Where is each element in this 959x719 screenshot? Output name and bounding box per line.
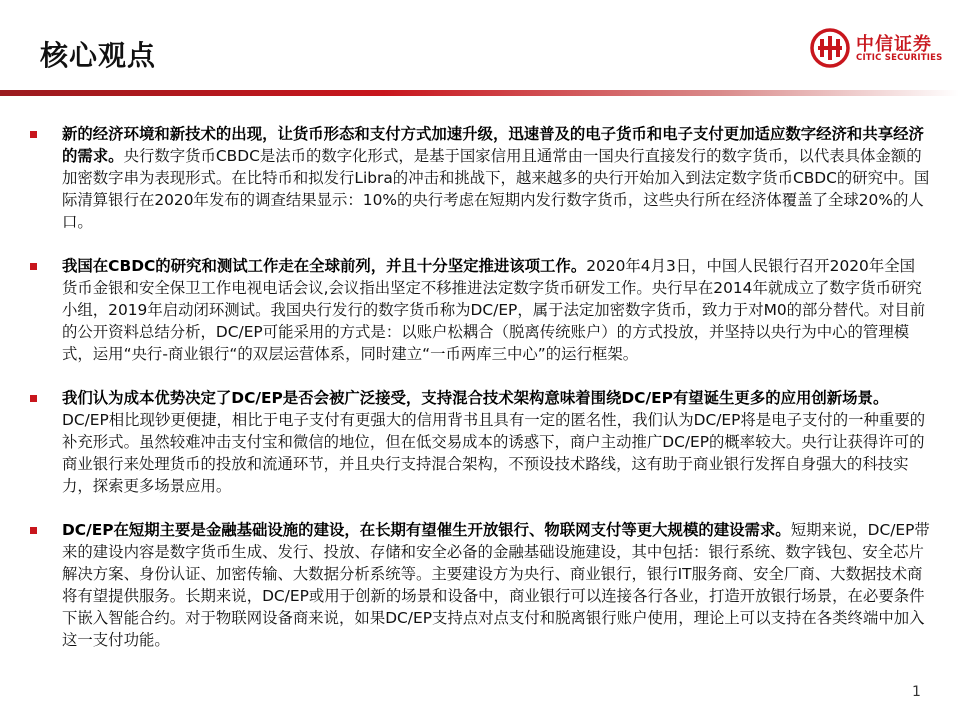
key-point-body: 短期来说，DC/EP带来的建设内容是数字货币生成、发行、投放、存储和安全必备的金融基础设施建设，其中包括：银行系统、数字钱包、安全芯片解决方案、身份认证、加密传输、大数据分析系统等。主要建设方为央行、商业银行，银行IT服务商、安全厂商、大数据技术商将有望提供服务。长期来说，DC/EP或用于创新的场景和设备中，商业银行可以连接各行各业，打造开放银行场景，在必要条件下嵌入智能合约。对于物联网设备商来说，如果DC/EP支持点对点支付和脱离银行账户使用，理论上可以支持在各类终端中加入这一支付功能。 xyxy=(62,521,930,649)
key-point-heading: DC/EP在短期主要是金融基础设施的建设，在长期有望催生开放银行、物联网支付等更大规模的建设需求。 xyxy=(62,521,791,539)
bullet-square-icon xyxy=(30,131,37,138)
header-divider xyxy=(0,90,959,96)
bullet-square-icon xyxy=(30,263,37,270)
citic-emblem-icon xyxy=(810,28,850,68)
key-point-heading: 我们认为成本优势决定了DC/EP是否会被广泛接受，支持混合技术架构意味着围绕DC/EP有望诞生更多的应用创新场景。 xyxy=(62,389,889,407)
key-point-2 xyxy=(30,255,930,365)
key-point-heading: 新的经济环境和新技术的出现，让货币形态和支付方式加速升级，迅速普及的电子货币和电子支付更加适应数字经济和共享经济的需求。 xyxy=(62,125,924,165)
bullet-square-icon xyxy=(30,395,37,402)
logo-text-en: CITIC SECURITIES xyxy=(856,53,943,63)
citic-logo xyxy=(810,28,950,68)
page-title: 核心观点 xyxy=(40,39,157,72)
key-point-body: 央行数字货币CBDC是法币的数字化形式，是基于国家信用且通常由一国央行直接发行的数字货币，以代表具体金额的加密数字串为表现形式。在比特币和拟发行Libra的冲击和挑战下，越来越多的央行开始加入到法定数字货币CBDC的研究中。国际清算银行在2020年发布的调查结果显示：10%的央行考虑在短期内发行数字货币，这些央行所在经济体覆盖了全球20%的人口。 xyxy=(62,147,930,231)
key-point-body: DC/EP相比现钞更便捷，相比于电子支付有更强大的信用背书且具有一定的匿名性，我们认为DC/EP将是电子支付的一种重要的补充形式。虽然较难冲击支付宝和微信的地位，但在低交易成本的诱惑下，商户主动推广DC/EP的概率较大。央行让获得许可的商业银行来处理货币的投放和流通环节，并且央行支持混合架构，不预设技术路线，这有助于商业银行发挥自身强大的科技实力，探索更多场景应用。 xyxy=(62,411,926,495)
key-point-3 xyxy=(30,387,930,497)
bullet-square-icon xyxy=(30,527,37,534)
page-number: 1 xyxy=(912,684,921,700)
logo-text-cn: 中信证券 xyxy=(856,34,932,55)
key-points-list xyxy=(30,123,930,651)
key-point-heading: 我国在CBDC的研究和测试工作走在全球前列，并且十分坚定推进该项工作。 xyxy=(62,257,587,275)
key-point-4 xyxy=(30,519,930,651)
key-point-1 xyxy=(30,123,930,233)
key-point-body: 2020年4月3日，中国人民银行召开2020年全国货币金银和安全保卫工作电视电话会议,会议指出坚定不移推进法定数字货币研发工作。央行早在2014年就成立了数字货币研究小组，2019年启动闭环测试。我国央行发行的数字货币称为DC/EP，属于法定加密数字货币，致力于对M0的部分替代。对目前的公开资料总结分析，DC/EP可能采用的方式是：以账户松耦合（脱离传统账户）的方式投放，并坚持以央行为中心的管理模式，运用“央行-商业银行“的双层运营体系，同时建立“一币两库三中心”的运行框架。 xyxy=(62,257,926,363)
